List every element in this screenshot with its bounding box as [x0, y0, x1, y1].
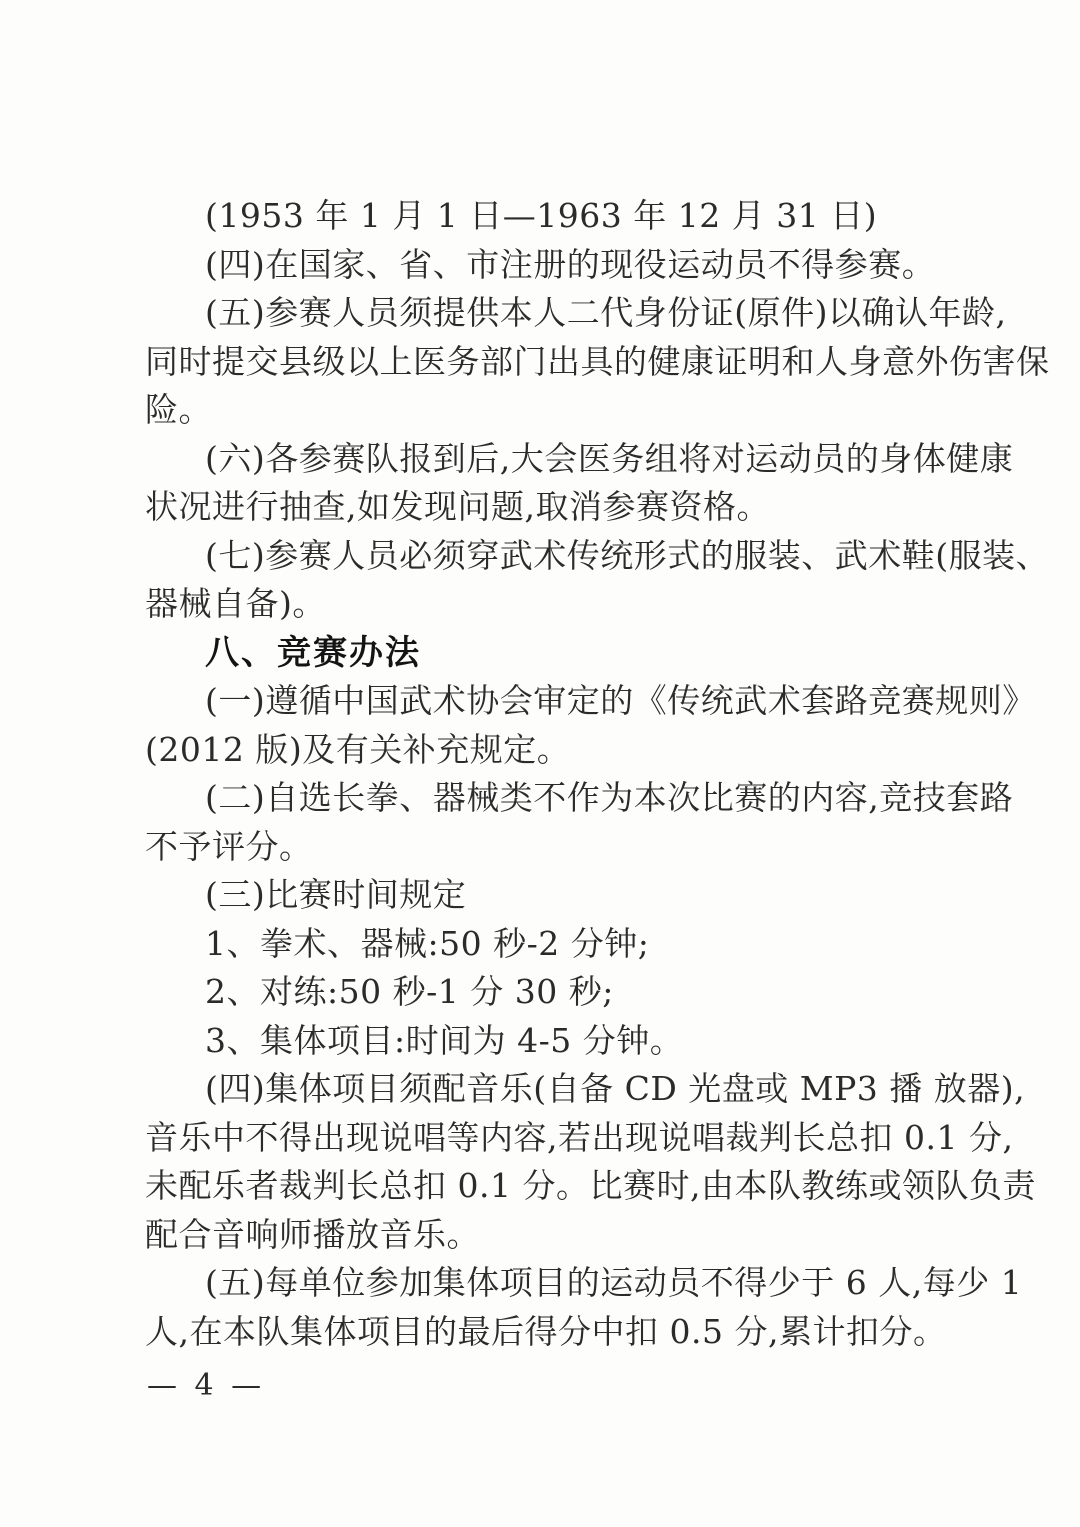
text-line: 器械自备)。 — [145, 584, 326, 623]
text-line: 音乐中不得出现说唱等内容,若出现说唱裁判长总扣 0.1 分, — [145, 1117, 1014, 1157]
text-line: 3、集体项目:时间为 4-5 分钟。 — [205, 1020, 684, 1060]
text-line: 同时提交县级以上医务部门出具的健康证明和人身意外伤害保 — [145, 341, 1050, 381]
text-line: (五)每单位参加集体项目的运动员不得少于 6 人,每少 1 — [205, 1263, 1023, 1302]
text-line: 2、对练:50 秒-1 分 30 秒; — [205, 972, 614, 1011]
text-line: 不予评分。 — [145, 826, 313, 866]
text-line: (四)在国家、省、市注册的现役运动员不得参赛。 — [205, 244, 936, 284]
text-line: (七)参赛人员必须穿武术传统形式的服装、武术鞋(服装、 — [205, 535, 1050, 575]
text-line: (一)遵循中国武术协会审定的《传统武术套路竞赛规则》 — [205, 681, 1036, 720]
section-heading: 八、竞赛办法 — [205, 632, 421, 673]
text-line: (六)各参赛队报到后,大会医务组将对运动员的身体健康 — [205, 438, 1014, 478]
text-line: 状况进行抽查,如发现问题,取消参赛资格。 — [145, 487, 770, 526]
document-lines — [145, 192, 1050, 1356]
text-line: (五)参赛人员须提供本人二代身份证(原件)以确认年龄, — [205, 293, 1007, 332]
text-line: 1、拳术、器械:50 秒-2 分钟; — [205, 923, 650, 963]
text-line: (二)自选长拳、器械类不作为本次比赛的内容,竞技套路 — [205, 778, 1014, 817]
text-line: (2012 版)及有关补充规定。 — [145, 729, 571, 769]
text-line: (三)比赛时间规定 — [205, 875, 467, 914]
text-line: 未配乐者裁判长总扣 0.1 分。比赛时,由本队教练或领队负责 — [145, 1166, 1036, 1205]
page-number: — 4 — — [147, 1368, 266, 1403]
text-line: (四)集体项目须配音乐(自备 CD 光盘或 MP3 播 放器), — [205, 1069, 1026, 1108]
text-line: 险。 — [145, 390, 212, 429]
text-line: (1953 年 1 月 1 日—1963 年 12 月 31 日) — [205, 196, 878, 235]
text-line: 人,在本队集体项目的最后得分中扣 0.5 分,累计扣分。 — [145, 1311, 947, 1351]
text-line: 配合音响师播放音乐。 — [145, 1214, 480, 1254]
